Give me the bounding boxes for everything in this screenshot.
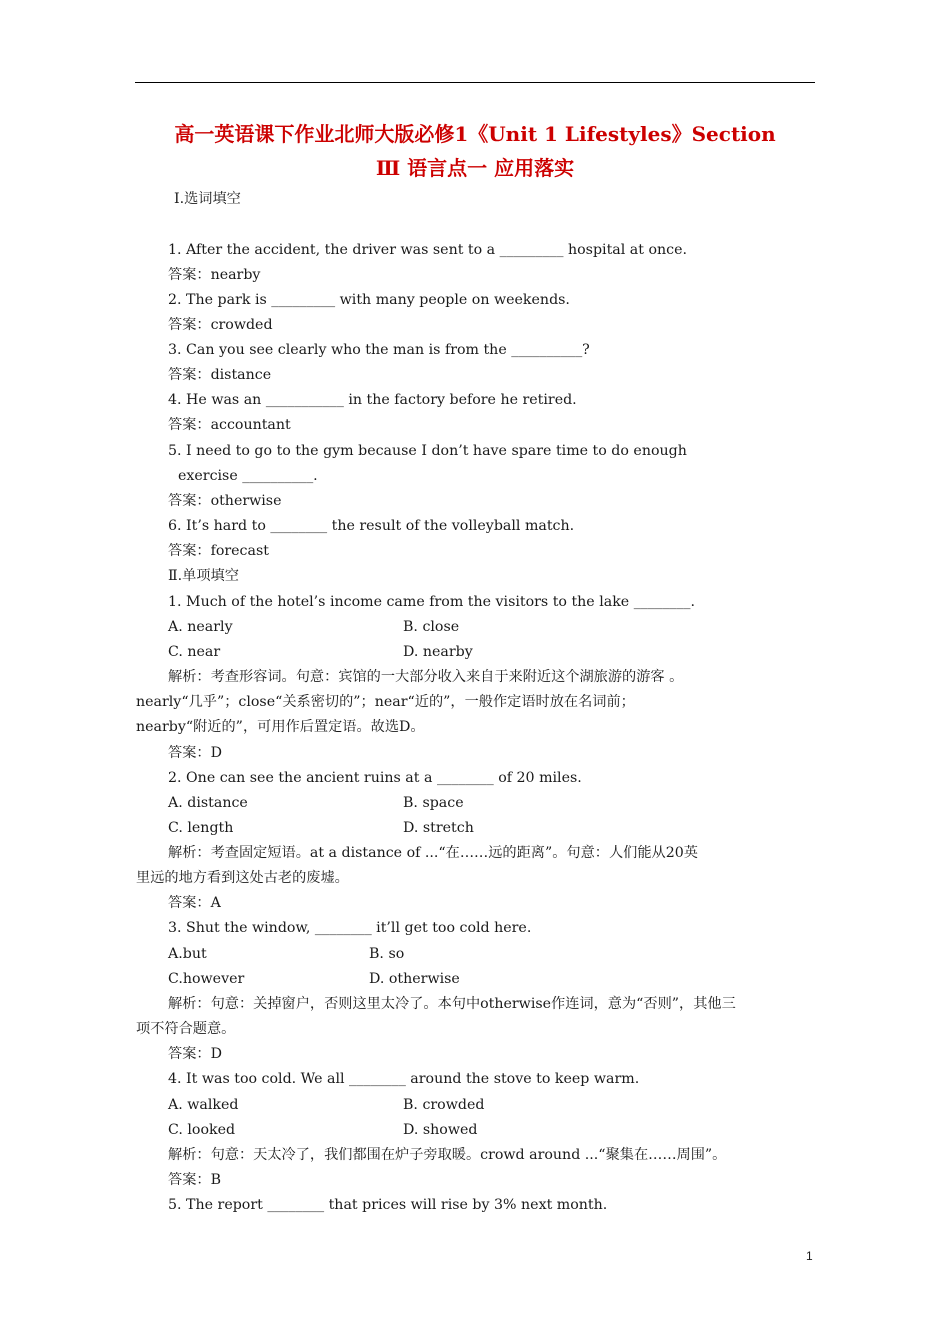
s1-answer-6: 答案：forecast xyxy=(168,543,269,559)
s1-answer-3: 答案：distance xyxy=(168,367,272,383)
s1-question-5-cont: exercise __________. xyxy=(178,468,318,484)
s2-q3-answer: 答案：D xyxy=(168,1046,222,1062)
s2-q3-option-d: D. otherwise xyxy=(369,971,460,987)
s1-question-5: 5. I need to go to the gym because I don’t have spare time to do enough xyxy=(168,443,687,459)
s2-q3-explanation-2: 项不符合题意。 xyxy=(136,1021,236,1037)
s2-question-5: 5. The report ________ that prices will rise by 3% next month. xyxy=(168,1197,608,1213)
s1-answer-1: 答案：nearby xyxy=(168,267,261,283)
s2-q4-option-d: D. showed xyxy=(403,1122,478,1138)
s2-q2-explanation-1: 解析：考查固定短语。at a distance of ...“在……远的距离”。句意：人们能从20英 xyxy=(168,845,698,861)
s1-question-2: 2. The park is _________ with many people on weekends. xyxy=(168,292,570,308)
s2-q4-option-a: A. walked xyxy=(168,1097,239,1113)
s2-question-2: 2. One can see the ancient ruins at a ________ of 20 miles. xyxy=(168,770,582,786)
s1-answer-2: 答案：crowded xyxy=(168,317,273,333)
s1-question-3: 3. Can you see clearly who the man is from the __________? xyxy=(168,342,590,358)
s2-q4-answer: 答案：B xyxy=(168,1172,221,1188)
s2-question-3: 3. Shut the window, ________ it’ll get too cold here. xyxy=(168,920,532,936)
s2-q3-explanation-1: 解析：句意：关掉窗户，否则这里太冷了。本句中otherwise作连词，意为“否则”，其他三 xyxy=(168,996,736,1012)
s2-q4-explanation-1: 解析：句意：天太冷了，我们都围在炉子旁取暖。crowd around ...“聚集在……周围”。 xyxy=(168,1147,727,1163)
s2-q4-option-b: B. crowded xyxy=(403,1097,485,1113)
s2-question-1: 1. Much of the hotel’s income came from the visitors to the lake ________. xyxy=(168,594,695,610)
s2-q1-explanation-3: nearby“附近的”，可用作后置定语。故选D。 xyxy=(136,719,425,735)
s2-q1-explanation-1: 解析：考查形容词。句意：宾馆的一大部分收入来自于来附近这个湖旅游的游客 。 xyxy=(168,669,684,685)
s2-q3-option-b: B. so xyxy=(369,946,405,962)
s2-question-4: 4. It was too cold. We all ________ around the stove to keep warm. xyxy=(168,1071,640,1087)
s2-q1-explanation-2: nearly“几乎”；close“关系密切的”；near“近的”，一般作定语时放在名词前； xyxy=(136,694,635,710)
s2-q1-answer: 答案：D xyxy=(168,745,222,761)
s2-q2-option-c: C. length xyxy=(168,820,234,836)
s1-question-6: 6. It’s hard to ________ the result of the volleyball match. xyxy=(168,518,575,534)
s1-question-1: 1. After the accident, the driver was sent to a _________ hospital at once. xyxy=(168,242,687,258)
s1-question-4: 4. He was an ___________ in the factory before he retired. xyxy=(168,392,577,408)
section2-heading: Ⅱ.单项填空 xyxy=(168,568,239,584)
s2-q2-answer: 答案：A xyxy=(168,895,221,911)
s2-q2-option-b: B. space xyxy=(403,795,464,811)
s2-q1-option-c: C. near xyxy=(168,644,221,660)
s2-q2-option-d: D. stretch xyxy=(403,820,474,836)
s2-q4-option-c: C. looked xyxy=(168,1122,236,1138)
page-title-line2: Ⅲ 语言点一 应用落实 xyxy=(375,156,575,180)
s2-q1-option-b: B. close xyxy=(403,619,460,635)
s2-q1-option-d: D. nearby xyxy=(403,644,473,660)
section1-heading: Ⅰ.选词填空 xyxy=(174,191,241,207)
s2-q3-option-c: C.however xyxy=(168,971,245,987)
page-number: 1 xyxy=(806,1249,813,1263)
s1-answer-5: 答案：otherwise xyxy=(168,493,282,509)
page-title-line1: 高一英语课下作业北师大版必修1《Unit 1 Lifestyles》Section xyxy=(174,122,776,146)
header-rule xyxy=(135,82,815,83)
s2-q2-option-a: A. distance xyxy=(168,795,248,811)
s1-answer-4: 答案：accountant xyxy=(168,417,291,433)
s2-q1-option-a: A. nearly xyxy=(168,619,233,635)
s2-q2-explanation-2: 里远的地方看到这处古老的废墟。 xyxy=(136,870,349,886)
s2-q3-option-a: A.but xyxy=(168,946,207,962)
